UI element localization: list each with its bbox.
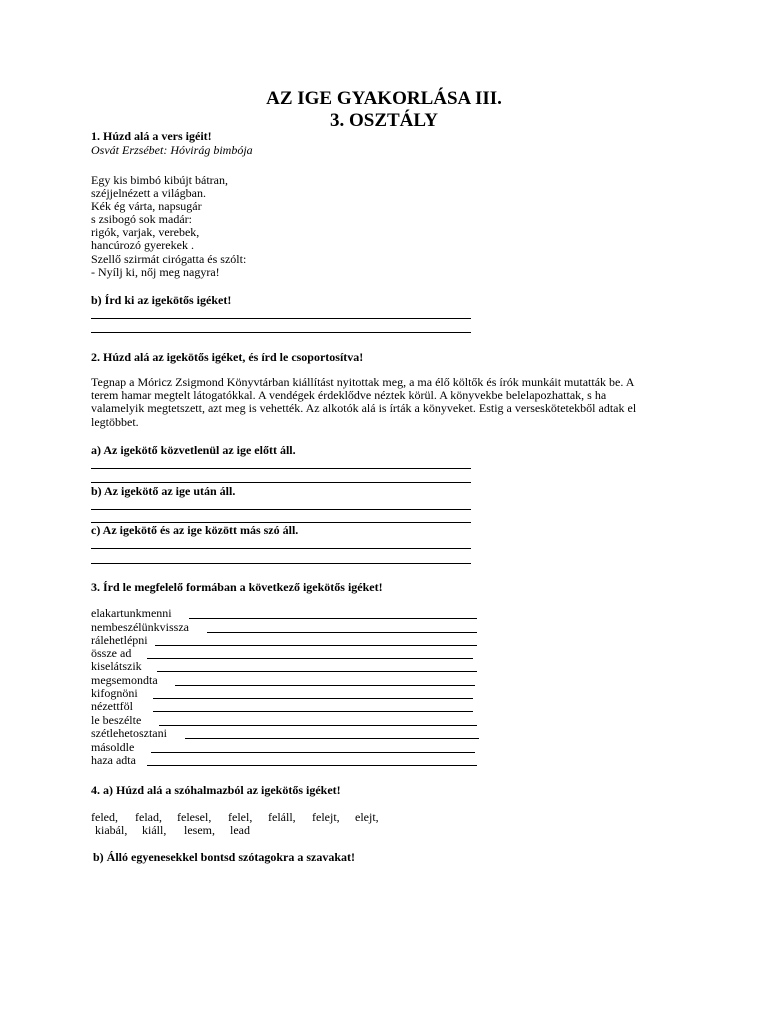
poem-line: Szellő szirmát cirógatta és szólt: — [91, 251, 247, 266]
answer-line[interactable] — [159, 725, 477, 726]
word-item: elejt, — [355, 810, 379, 824]
word-item: kiabál, — [95, 823, 128, 837]
answer-line[interactable] — [91, 318, 471, 319]
word-prompt: rálehetlépni — [91, 633, 148, 647]
answer-line[interactable] — [147, 765, 477, 766]
word-prompt: megsemondta — [91, 673, 158, 687]
word-row — [91, 687, 491, 700]
word-prompt: nembeszélünkvissza — [91, 620, 189, 634]
answer-line[interactable] — [91, 468, 471, 469]
answer-line[interactable] — [147, 658, 473, 659]
poem-source: Osvát Erzsébet: Hóvirág bimbója — [91, 143, 253, 157]
answer-line[interactable] — [189, 618, 477, 619]
answer-line[interactable] — [153, 711, 473, 712]
poem-line: Kék ég várta, napsugár — [91, 199, 202, 214]
word-row — [91, 741, 491, 754]
answer-line[interactable] — [91, 482, 471, 483]
answer-line[interactable] — [91, 548, 471, 549]
answer-line[interactable] — [157, 671, 477, 672]
poem — [91, 174, 246, 279]
word-prompt: elakartunkmenni — [91, 606, 172, 620]
word-prompt: másoldle — [91, 740, 135, 754]
answer-line[interactable] — [91, 509, 471, 510]
poem-line: s zsibogó sok madár: — [91, 212, 192, 227]
word-item: lead — [230, 823, 250, 837]
word-item: felel, — [228, 810, 253, 824]
word-prompt: kiselátszik — [91, 659, 142, 673]
task2b-heading: b) Az igekötő az ige után áll. — [91, 484, 236, 498]
task2-heading: 2. Húzd alá az igekötős igéket, és írd le csoportosítva! — [91, 350, 364, 364]
word-row — [91, 754, 491, 767]
answer-line[interactable] — [175, 685, 475, 686]
task1-heading: 1. Húzd alá a vers igéit! — [91, 129, 212, 143]
worksheet-title: AZ IGE GYAKORLÁSA III. — [266, 88, 502, 109]
word-prompt: le beszélte — [91, 713, 142, 727]
word-item: kiáll, — [142, 823, 167, 837]
poem-line: - Nyílj ki, nőj meg nagyra! — [91, 264, 220, 279]
word-prompt: kifognöni — [91, 686, 138, 700]
word-item: feled, — [91, 810, 118, 824]
task2a-heading: a) Az igekötő közvetlenül az ige előtt áll. — [91, 443, 296, 457]
word-prompt: haza adta — [91, 753, 136, 767]
task4b-heading: b) Álló egyenesekkel bontsd szótagokra a szavakat! — [93, 850, 356, 864]
word-row — [91, 660, 491, 673]
poem-line: rigók, varjak, verebek, — [91, 225, 200, 240]
answer-line[interactable] — [153, 698, 473, 699]
answer-line[interactable] — [207, 632, 477, 633]
task1b-heading: b) Írd ki az igekötős igéket! — [91, 293, 232, 307]
answer-line[interactable] — [151, 752, 475, 753]
word-prompt: nézettföl — [91, 699, 133, 713]
word-row — [91, 607, 491, 620]
task2-paragraph: Tegnap a Móricz Zsigmond Könyvtárban kiállítást nyitottak meg, a ma élő költők és írók munkáit mutatták be. A terem hamar megtelt látogatókkal. A vendégek érdeklődve néztek körül. A könyvekbe belelapozhattak, s ha valamelyik megtetszett, azt meg is vehették. Az alkotók alá is írták a könyveket. Estig a verseskötetekből adtak el legtöbbet. — [91, 375, 637, 429]
task2c-heading: c) Az igekötő és az ige között más szó áll. — [91, 523, 299, 537]
word-row — [91, 674, 491, 687]
word-item: lesem, — [184, 823, 215, 837]
poem-line: hancúrozó gyerekek . — [91, 238, 194, 253]
word-item: felesel, — [177, 810, 212, 824]
answer-line[interactable] — [91, 332, 471, 333]
word-row — [91, 647, 491, 660]
word-row — [91, 634, 491, 647]
answer-line[interactable] — [91, 563, 471, 564]
answer-line[interactable] — [185, 738, 479, 739]
answer-line[interactable] — [155, 645, 477, 646]
word-item: felejt, — [312, 810, 340, 824]
poem-line: Egy kis bimbó kibújt bátran, — [91, 173, 228, 187]
task3-heading: 3. Írd le megfelelő formában a következő igekötős igéket! — [91, 580, 383, 594]
word-prompt: össze ad — [91, 646, 132, 660]
word-row — [91, 700, 491, 713]
task4a-heading: 4. a) Húzd alá a szóhalmazból az igekötős igéket! — [91, 783, 341, 797]
word-row — [91, 621, 491, 634]
grade-label: 3. OSZTÁLY — [329, 110, 439, 131]
word-row — [91, 727, 491, 740]
poem-line: széjjelnézett a világban. — [91, 186, 206, 201]
word-item: felad, — [135, 810, 162, 824]
word-item: feláll, — [268, 810, 296, 824]
word-prompt: szétlehetosztani — [91, 726, 167, 740]
